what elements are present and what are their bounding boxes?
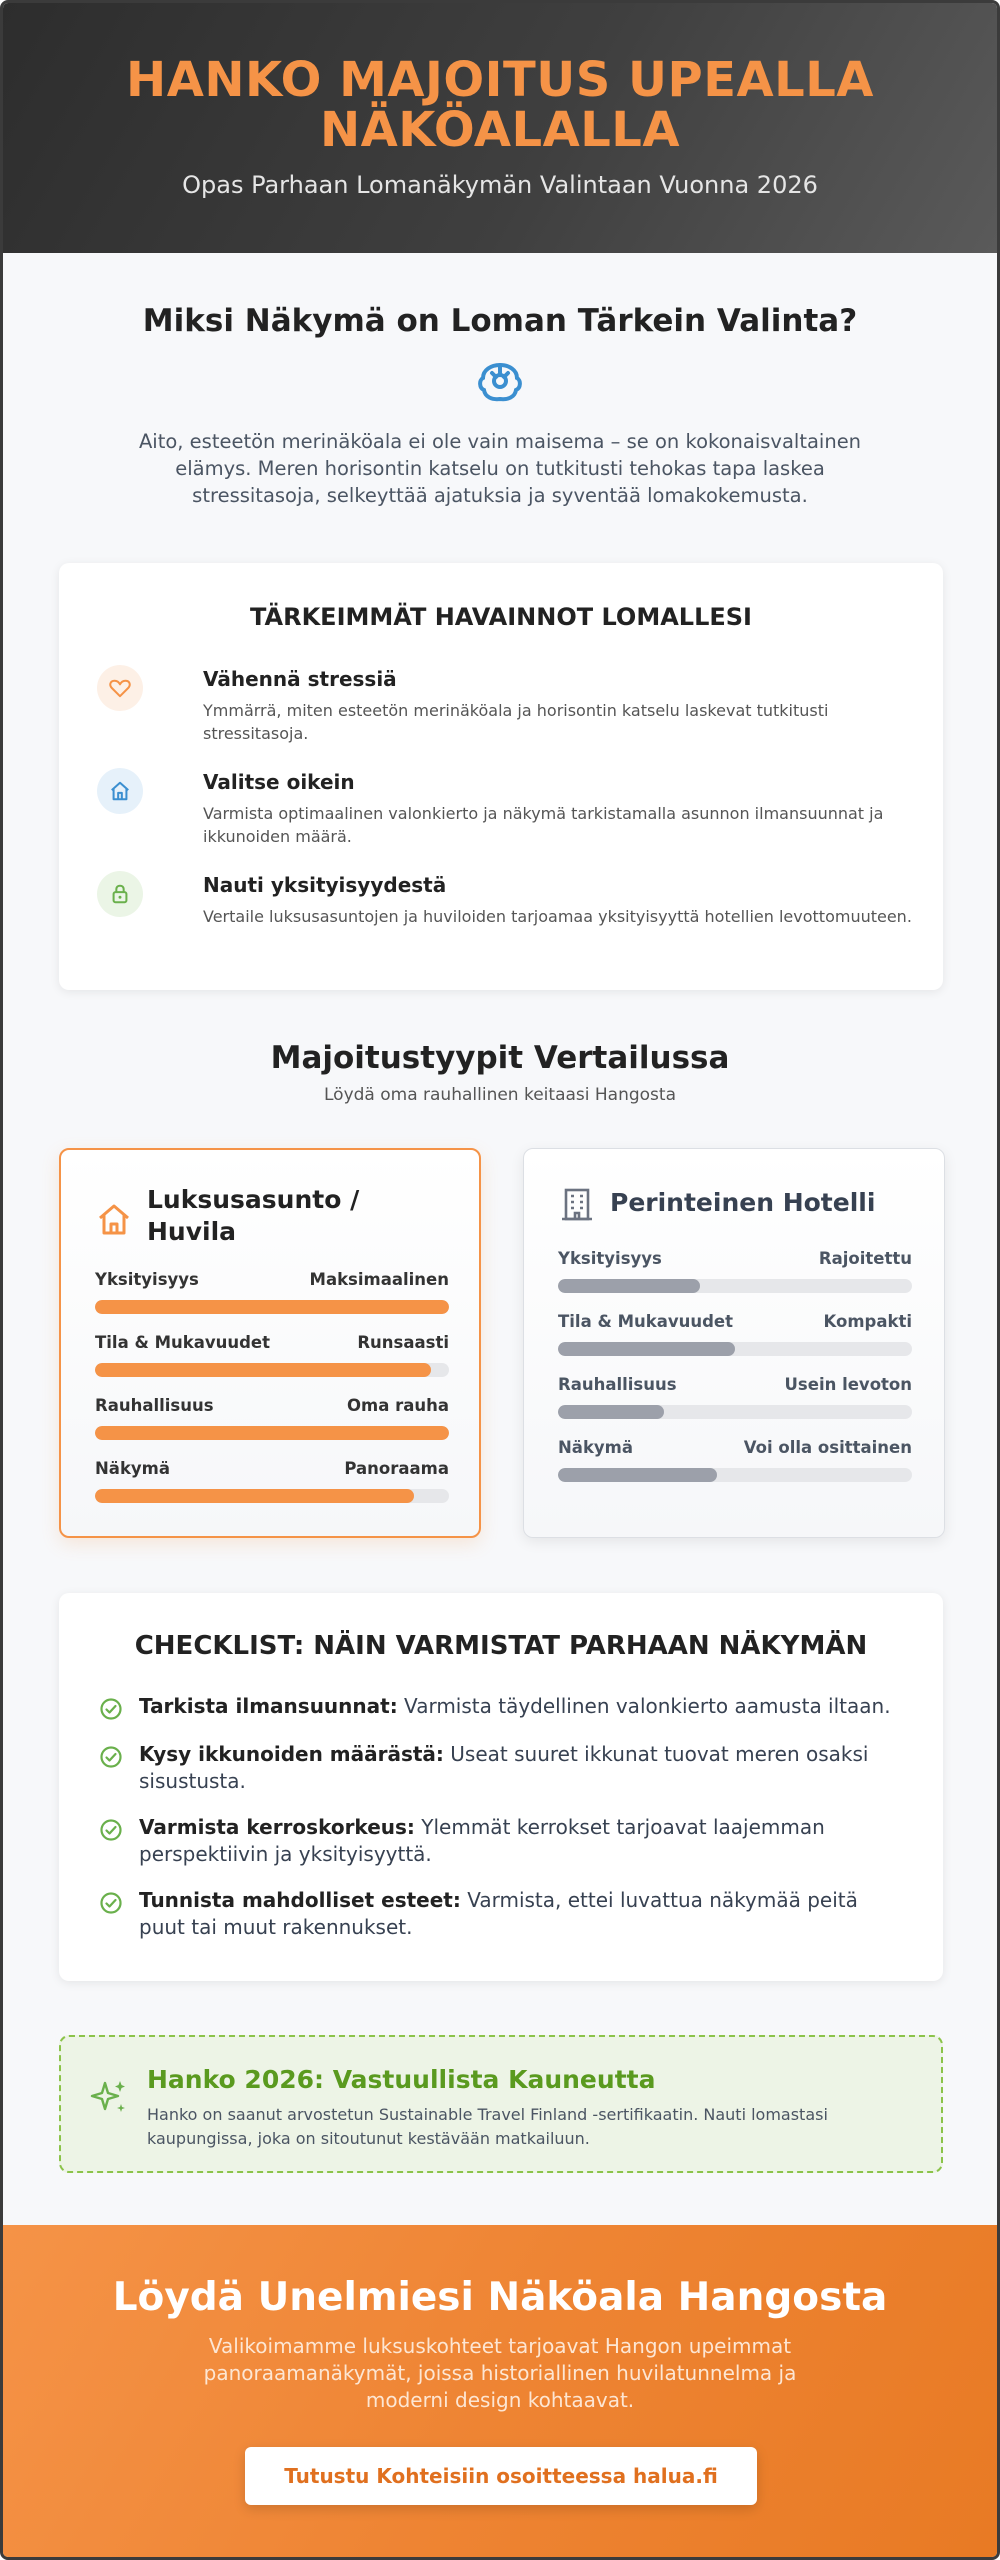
option-name: Perinteinen Hotelli (610, 1188, 876, 1217)
rating-label: Näkymä (95, 1459, 170, 1478)
finding-title: Nauti yksityisyydestä (203, 873, 447, 897)
checklist-card (59, 1593, 943, 1981)
checklist-item-text: Varmista täydellinen valonkierto aamusta iltaan. (397, 1694, 891, 1718)
rating-value: Oma rauha (347, 1396, 449, 1415)
rating-bar-fill (95, 1489, 414, 1503)
rating-label: Tila & Mukavuudet (558, 1312, 733, 1331)
rating-value: Rajoitettu (818, 1249, 912, 1268)
comparison-title: Majoitustyypit Vertailussa (270, 1040, 730, 1076)
sparkle-icon (89, 2077, 129, 2117)
findings-title: TÄRKEIMMÄT HAVAINNOT LOMALLESI (250, 603, 752, 631)
checklist-title: CHECKLIST: NÄIN VARMISTAT PARHAAN NÄKYMÄN (134, 1631, 868, 1661)
check-circle-icon (99, 1818, 123, 1842)
checklist-item-bold: Tarkista ilmansuunnat: (139, 1694, 398, 1718)
rating-bar-fill (558, 1405, 664, 1419)
rating-label: Rauhallisuus (95, 1396, 214, 1415)
sustainability-text: Hanko on saanut arvostetun Sustainable Travel Finland -sertifikaatin. Nauti lomastasi kaupungissa, joka on sitoutunut kestävään matkailuun. (147, 2105, 828, 2148)
rating-label: Tila & Mukavuudet (95, 1333, 270, 1352)
rating-label: Yksityisyys (558, 1249, 662, 1268)
heart-icon (97, 665, 143, 711)
rating-bar (95, 1489, 449, 1503)
rating-bar (95, 1300, 449, 1314)
rating-value: Usein levoton (784, 1375, 912, 1394)
cta-section (3, 2225, 997, 2560)
rating-bar (95, 1363, 449, 1377)
rating-bar-fill (558, 1279, 700, 1293)
comparison-subtitle: Löydä oma rauhallinen keitaasi Hangosta (324, 1085, 676, 1105)
finding-text: Ymmärrä, miten esteetön merinäköala ja horisontin katselu laskevat tutkitusti stressitasoja. (203, 701, 829, 743)
header (3, 3, 997, 253)
home-icon (97, 768, 143, 814)
rating-bar (558, 1342, 912, 1356)
page-title: HANKO MAJOITUS UPEALLA NÄKÖALALLA (126, 52, 874, 158)
cta-title: Löydä Unelmiesi Näköala Hangosta (112, 2275, 888, 2320)
lock-icon (97, 871, 143, 917)
option-card-luxury (59, 1148, 481, 1538)
checklist-item-text: Varmista, ettei luvattua näkymää peitä puut tai muut rakennukset. (139, 1888, 858, 1939)
rating-bar (558, 1279, 912, 1293)
rating-bar (558, 1468, 912, 1482)
rating-label: Rauhallisuus (558, 1375, 677, 1394)
check-circle-icon (99, 1745, 123, 1769)
checklist-item-text: Ylemmät kerrokset tarjoavat laajemman perspektiivin ja yksityisyyttä. (139, 1815, 825, 1866)
sustainability-title: Hanko 2026: Vastuullista Kauneutta (147, 2065, 656, 2094)
rating-label: Näkymä (558, 1438, 633, 1457)
rating-bar-fill (558, 1342, 735, 1356)
rating-bar-fill (95, 1426, 449, 1440)
rating-value: Runsaasti (357, 1333, 449, 1352)
check-circle-icon (99, 1697, 123, 1721)
checklist-item-text: Useat suuret ikkunat tuovat meren osaksi sisustusta. (139, 1742, 869, 1793)
house-icon (95, 1200, 133, 1238)
rating-value: Kompakti (823, 1312, 912, 1331)
option-name: Luksusasunto / Huvila (147, 1185, 360, 1246)
checklist-item-bold: Kysy ikkunoiden määrästä: (139, 1742, 444, 1766)
finding-text: Vertaile luksusasuntojen ja huviloiden tarjoamaa yksityisyyttä hotellien levottomuuteen. (203, 907, 912, 926)
rating-bar-fill (558, 1468, 717, 1482)
cta-text: Valikoimamme luksuskohteet tarjoavat Hangon upeimmat panoraamanäkymät, joissa historiallinen huvilatunnelma ja moderni design kohtaavat. (203, 2334, 797, 2412)
rating-bar-fill (95, 1300, 449, 1314)
rating-value: Maksimaalinen (309, 1270, 449, 1289)
finding-title: Vähennä stressiä (203, 667, 397, 691)
brain-icon (475, 359, 525, 405)
rating-bar-fill (95, 1363, 431, 1377)
rating-value: Panoraama (344, 1459, 449, 1478)
building-icon (558, 1185, 596, 1223)
page-subtitle: Opas Parhaan Lomanäkymän Valintaan Vuonna 2026 (182, 171, 818, 199)
option-card-hotel (523, 1148, 945, 1538)
rating-bar (95, 1426, 449, 1440)
why-title: Miksi Näkymä on Loman Tärkein Valinta? (142, 303, 858, 339)
finding-text: Varmista optimaalinen valonkierto ja näkymä tarkistamalla asunnon ilmansuunnat ja ikkunoiden määrä. (203, 804, 884, 846)
rating-label: Yksityisyys (95, 1270, 199, 1289)
checklist-item-bold: Tunnista mahdolliset esteet: (139, 1888, 461, 1912)
why-text: Aito, esteetön merinäköala ei ole vain maisema – se on kokonaisvaltainen elämys. Meren horisontin katselu on tutkitusti tehokas tapa laskea stressitasoja, selkeyttää ajatuksia ja syventää lomakokemusta. (138, 430, 862, 507)
rating-bar (558, 1405, 912, 1419)
findings-card (59, 563, 943, 990)
check-circle-icon (99, 1891, 123, 1915)
cta-button[interactable]: Tutustu Kohteisiin osoitteessa halua.fi (245, 2447, 757, 2505)
finding-title: Valitse oikein (203, 770, 355, 794)
rating-value: Voi olla osittainen (743, 1438, 912, 1457)
sustainability-box (59, 2035, 943, 2173)
checklist-item-bold: Varmista kerroskorkeus: (139, 1815, 415, 1839)
